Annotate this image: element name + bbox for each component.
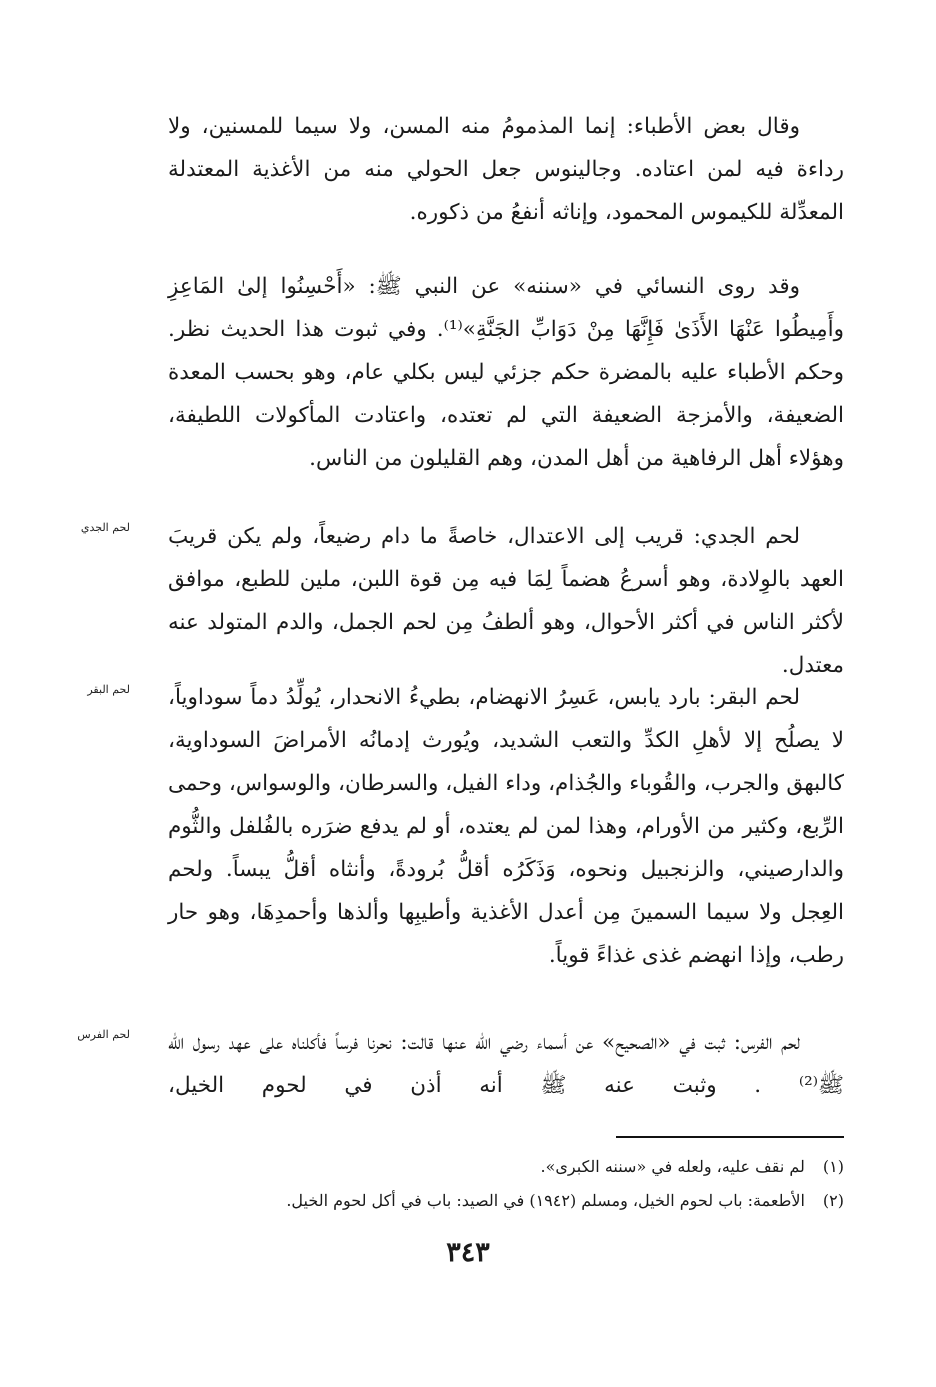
footnote-number: (١) — [822, 1157, 844, 1176]
footnote-1 — [168, 1150, 844, 1184]
footnotes — [168, 1150, 844, 1218]
body-text-3 — [168, 515, 844, 687]
body-text — [168, 105, 844, 234]
paragraph-horse-meat: لحم الفرس: ثبت في «الصحيح» عن أسماء رضي الله عنها قالت: نحرنا فرساً فأكلناه على عهد رسول الله ﷺ⁽²⁾ . وثبت عنه ﷺ أنه أذن في لحوم الخيل، — [168, 1030, 844, 1098]
body-text-5 — [168, 1021, 844, 1107]
footnote-text: الأطعمة: باب لحوم الخيل، ومسلم (١٩٤٢) في الصيد: باب في أكل لحوم الخيل. — [286, 1191, 805, 1210]
margin-note-horse-meat: لحم الفرس — [77, 1028, 130, 1041]
margin-note-beef: لحم البقر — [87, 683, 130, 696]
footnote-2 — [168, 1184, 844, 1218]
paragraph-nasai-hadith: وقد روى النسائي في «سننه» عن النبي ﷺ: «أَحْسِنُوا إلىٰ المَاعِزِ وأَمِيطُوا عَنْهَا الأَذَىٰ فَإِنَّهَا مِنْ دَوَابِّ الجَنَّةِ»⁽¹⁾. وفي ثبوت هذا الحديث نظر. وحكم الأطباء عليه بالمضرة حكم جزئي ليس بكلي عام، وهو بحسب المعدة الضعيفة، والأمزجة الضعيفة التي لم تعتده، واعتادت المأكولات اللطيفة، وهؤلاء أهل الرفاهية من أهل المدن، وهم القليلون من الناس. — [168, 274, 844, 471]
paragraph-goat-opinion: وقال بعض الأطباء: إنما المذمومُ منه المسن، ولا سيما للمسنين، ولا رداءة فيه لمن اعتاده. وجالينوس جعل الحولي منه من الأغذية المعتدلة المعدِّلة للكيموس المحمود، وإناثه أنفعُ من ذكوره. — [168, 114, 844, 225]
paragraph-kid-meat: لحم الجدي: قريب إلى الاعتدال، خاصةً ما دام رضيعاً، ولم يكن قريبَ العهد بالوِلادة، وهو أسرعُ هضماً لِمَا فيه مِن قوة اللبن، ملين للطبع، موافق لأكثر الناس في أكثر الأحوال، وهو ألطفُ مِن لحم الجمل، والدم المتولد عنه معتدل. — [168, 524, 844, 678]
footnote-divider — [616, 1136, 844, 1138]
footnote-number: (٢) — [822, 1191, 844, 1210]
margin-note-kid-meat: لحم الجدي — [80, 521, 130, 534]
footnote-text: لم نقف عليه، ولعله في «سننه الكبرى». — [540, 1157, 805, 1176]
page-number: ٣٤٣ — [446, 1237, 490, 1268]
paragraph-beef: لحم البقر: بارد يابس، عَسِرُ الانهضام، بطيءُ الانحدار، يُولِّدُ دماً سوداوياً، لا يصلُح إلا لأهلِ الكدِّ والتعب الشديد، ويُورث إدمانُه الأمراضَ السوداوية، كالبهق والجرب، والقُوباء والجُذام، وداء الفيل، والسرطان، والوسواس، وحمى الرِّبع، وكثير من الأورام، وهذا لمن لم يعتده، أو لم يدفع ضرَره بالفُلفل والثُّوم والدارصيني، والزنجبيل ونحوه، وَذَكَرُه أقلُّ بُرودةً، وأنثاه أقلُّ يبساً. ولحم العِجل ولا سيما السمينَ مِن أعدل الأغذية وأطيبِها وألذها وأحمدِهَا، وهو حار رطب، وإذا انهضم غذى غذاءً قوياً. — [168, 685, 844, 968]
body-text-2 — [168, 265, 844, 480]
body-text-4 — [168, 676, 844, 977]
